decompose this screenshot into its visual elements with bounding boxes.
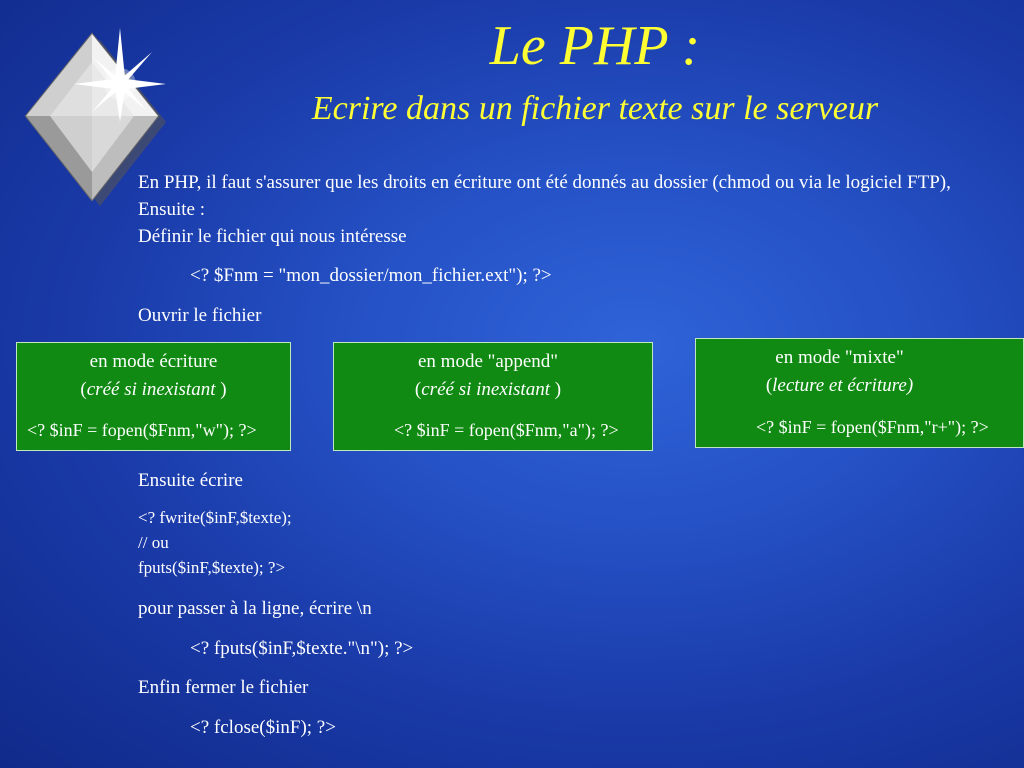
mode-title: en mode "mixte" bbox=[775, 347, 904, 368]
code-or: // ou bbox=[138, 533, 169, 552]
mode-title: en mode "append" bbox=[417, 351, 559, 372]
mode-code: <? $inF = fopen($Fnm,"w"); ?> bbox=[27, 420, 257, 440]
close-file-text: Enfin fermer le fichier bbox=[138, 677, 309, 698]
then-write-text: Ensuite écrire bbox=[138, 470, 243, 491]
mode-note-line bbox=[17, 377, 290, 403]
paren-open: ( bbox=[414, 379, 422, 400]
mode-code: <? $inF = fopen($Fnm,"a"); ?> bbox=[394, 420, 619, 440]
define-file-text: Définir le fichier qui nous intéresse bbox=[138, 226, 407, 247]
newline-text: pour passer à la ligne, écrire \n bbox=[138, 598, 372, 619]
intro-paragraph: En PHP, il faut s'assurer que les droits en écriture ont été donnés au dossier (chmod ou via le logiciel FTP), Ensuite : bbox=[138, 172, 951, 220]
paren-close: ) bbox=[215, 379, 227, 400]
mode-note: créé si inexistant bbox=[86, 379, 216, 400]
mode-note: lecture et écriture) bbox=[772, 375, 914, 396]
mode-box-append bbox=[333, 342, 653, 451]
mode-note-line bbox=[324, 377, 652, 403]
code-fnm: <? $Fnm = "mon_dossier/mon_fichier.ext"); ?> bbox=[190, 265, 552, 286]
slide-title: Le PHP : bbox=[489, 15, 701, 77]
paren-open: ( bbox=[765, 375, 773, 396]
open-file-text: Ouvrir le fichier bbox=[138, 305, 262, 326]
slide-subtitle: Ecrire dans un fichier texte sur le serveur bbox=[311, 90, 879, 127]
paren-open: ( bbox=[80, 379, 87, 400]
code-newline: <? fputs($inF,$texte."\n"); ?> bbox=[190, 638, 414, 659]
mode-box-mixed bbox=[695, 338, 1024, 448]
paren-close: ) bbox=[550, 379, 562, 400]
mode-title: en mode écriture bbox=[89, 351, 218, 372]
code-fputs: fputs($inF,$texte); ?> bbox=[138, 558, 286, 577]
code-close: <? fclose($inF); ?> bbox=[190, 717, 336, 738]
mode-box-write bbox=[16, 342, 291, 451]
mode-code: <? $inF = fopen($Fnm,"r+"); ?> bbox=[756, 417, 989, 437]
mode-note-line bbox=[656, 373, 1023, 399]
code-fwrite: <? fwrite($inF,$texte); bbox=[138, 508, 292, 527]
mode-note: créé si inexistant bbox=[421, 379, 550, 400]
